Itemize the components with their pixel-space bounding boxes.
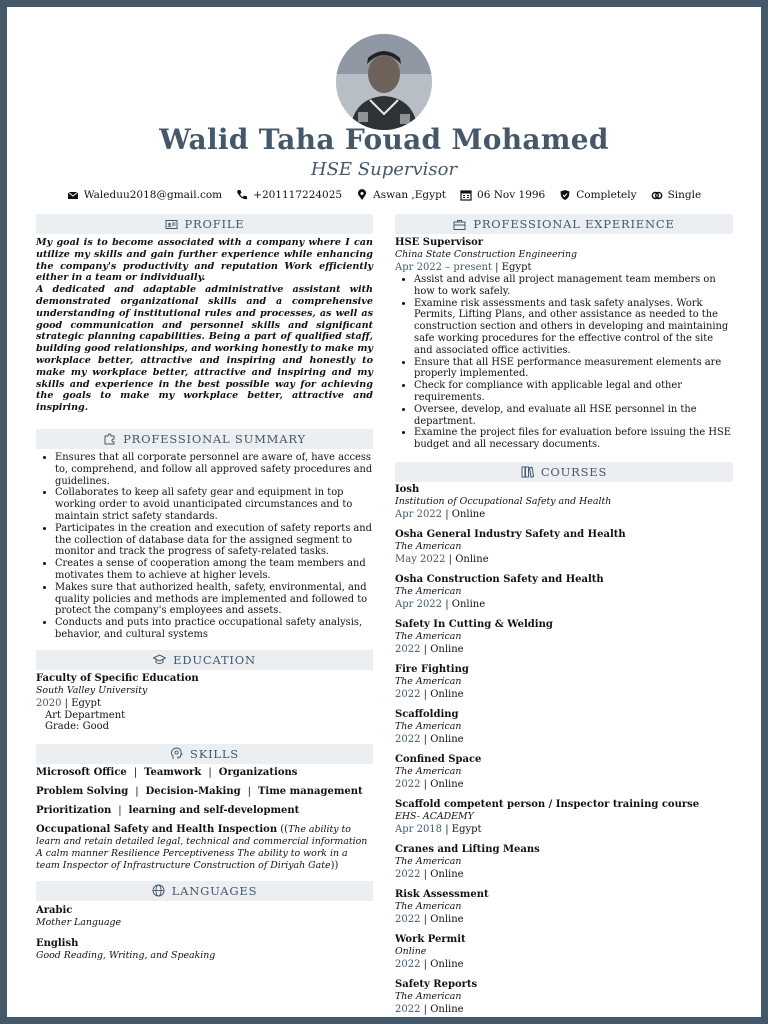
briefcase-icon bbox=[453, 218, 466, 231]
courses-heading: COURSES bbox=[395, 462, 733, 482]
list-item: • Examine the project files for evaluation before issuing the HSE budget and all necessary documents. bbox=[414, 427, 733, 451]
list-item: • Examine risk assessments and task safety analyses. Work Permits, Lifting Plans, and other assistance as needed to the construction section and others in developing and maintaining safe working procedures for the effective control of the site and associated office activities. bbox=[414, 298, 733, 357]
course-item: Osha General Industry Safety and Health The American May 2022 | Online bbox=[395, 528, 626, 565]
education-date: 2020 | Egypt bbox=[36, 697, 101, 709]
summary-list bbox=[36, 452, 373, 641]
course-item: Scaffolding The American 2022 | Online bbox=[395, 708, 464, 745]
globe-icon bbox=[152, 884, 165, 897]
skills-row: Microsoft Office | Teamwork | Organizations bbox=[36, 766, 298, 778]
list-item: • Creates a sense of cooperation among the team members and motivates them to achieve at higher levels. bbox=[55, 558, 373, 582]
experience-role: HSE Supervisor bbox=[395, 237, 484, 248]
skills-heading: SKILLS bbox=[36, 744, 373, 764]
list-item: • Conducts and puts into practice occupational safety analysis, behavior, and cultural systems bbox=[55, 617, 373, 641]
profile-photo bbox=[336, 34, 432, 130]
education-grade: Grade: Good bbox=[45, 721, 110, 733]
education-heading: EDUCATION bbox=[36, 650, 373, 670]
list-item: • Collaborates to keep all safety gear and equipment in top working order to avoid unanticipated circumstances and to maintain strict safety standards. bbox=[55, 487, 373, 522]
candidate-title: HSE Supervisor bbox=[310, 159, 458, 180]
contact-birthdate: 06 Nov 1996 bbox=[460, 189, 545, 201]
list-item: • Makes sure that authorized health, safety, environmental, and quality policies and methods are implemented and followed to protect the company's employees and assets. bbox=[55, 582, 373, 617]
left-column bbox=[36, 214, 373, 962]
languages-list bbox=[36, 905, 373, 962]
head-gears-icon bbox=[170, 747, 183, 760]
education-school: South Valley University bbox=[36, 684, 148, 696]
contact-bar bbox=[7, 189, 761, 201]
list-item: • Participates in the creation and execution of safety reports and the collection of database data for the assigned segment to monitor and track the progress of safety-related tasks. bbox=[55, 523, 373, 558]
course-item: Confined Space The American 2022 | Online bbox=[395, 753, 482, 790]
envelope-icon bbox=[67, 189, 79, 201]
profile-text: My goal is to become associated with a company where I can utilize my skills and gain further experience while enhancing the company's productivity and reputation Work efficiently either in a team or individually. bbox=[36, 237, 373, 284]
experience-list bbox=[395, 274, 733, 451]
course-item: Cranes and Lifting Means The American 2022 | Online bbox=[395, 843, 540, 880]
contact-email[interactable]: Waleduu2018@gmail.com bbox=[67, 189, 222, 201]
calendar-icon bbox=[460, 189, 472, 201]
experience-company: China State Construction Engineering bbox=[395, 249, 578, 260]
course-item: Work Permit Online 2022 | Online bbox=[395, 933, 466, 970]
course-item: Safety In Cutting & Welding The American 2022 | Online bbox=[395, 618, 553, 655]
shield-icon bbox=[559, 189, 571, 201]
course-item: Osha Construction Safety and Health The American Apr 2022 | Online bbox=[395, 573, 604, 610]
languages-heading: LANGUAGES bbox=[36, 881, 373, 901]
skills-row: Prioritization | learning and self-development bbox=[36, 804, 300, 816]
contact-military: Completely bbox=[559, 189, 636, 201]
contact-marital: Single bbox=[651, 189, 702, 201]
summary-heading: PROFESSIONAL SUMMARY bbox=[36, 429, 373, 449]
list-item: Arabic Mother Language bbox=[36, 904, 122, 928]
skills-list bbox=[36, 767, 373, 872]
id-card-icon bbox=[165, 218, 178, 231]
course-item: Risk Assessment The American 2022 | Online bbox=[395, 888, 489, 925]
books-icon bbox=[521, 465, 534, 478]
rings-icon bbox=[651, 189, 663, 201]
course-item: Iosh Institution of Occupational Safety and Health Apr 2022 | Online bbox=[395, 483, 612, 520]
list-item: • Check for compliance with applicable legal and other requirements. bbox=[414, 380, 733, 404]
experience-heading: PROFESSIONAL EXPERIENCE bbox=[395, 214, 733, 234]
skills-row: Problem Solving | Decision-Making | Time management bbox=[36, 785, 363, 797]
list-item: • Ensure that all HSE performance measurement elements are properly implemented. bbox=[414, 357, 733, 381]
resume-page bbox=[7, 7, 761, 1017]
courses-list bbox=[395, 484, 733, 1016]
list-item: • Oversee, develop, and evaluate all HSE personnel in the department. bbox=[414, 404, 733, 428]
experience-entry bbox=[395, 237, 733, 451]
list-item: • Ensures that all corporate personnel are aware of, have access to, comprehend, and follow all approved safety procedures and guidelines. bbox=[55, 452, 373, 487]
skills-row-detail: Occupational Safety and Health Inspection ((The ability to learn and retain detailed legal, technical and commercial information A calm manner Resilience Perceptiveness The ability to work in a team Inspector of Infrastructure Construction of Diriyah Gate)) bbox=[36, 823, 368, 871]
list-item: English Good Reading, Writing, and Speaking bbox=[36, 937, 216, 961]
list-item: • Assist and advise all project management team members on how to work safely. bbox=[414, 274, 733, 298]
puzzle-icon bbox=[103, 432, 116, 445]
education-department: Art Department bbox=[45, 709, 126, 721]
education-entry bbox=[36, 673, 373, 733]
location-pin-icon bbox=[356, 189, 368, 201]
contact-location: Aswan ,Egypt bbox=[356, 189, 446, 201]
course-item: Fire Fighting The American 2022 | Online bbox=[395, 663, 469, 700]
course-item: Safety Reports The American 2022 | Online bbox=[395, 978, 478, 1015]
phone-icon bbox=[236, 189, 248, 201]
graduation-cap-icon bbox=[153, 653, 166, 666]
candidate-name: Walid Taha Fouad Mohamed bbox=[159, 123, 609, 156]
course-item: Scaffold competent person / Inspector training course EHS- ACADEMY Apr 2018 | Egypt bbox=[395, 798, 700, 835]
education-degree: Faculty of Specific Education bbox=[36, 672, 199, 684]
profile-heading: PROFILE bbox=[36, 214, 373, 234]
profile-text-2: A dedicated and adaptable administrative assistant with demonstrated organizational skills and a comprehensive understanding of institutional rules and processes, as well as good communication and personnel skills and significant strategic planning capabilities. Being a part of qualified staff, building good relationships, and working honestly to make my workplace better, attractive and inspiring and honestly to make my workplace better, attractive and inspiring and my skills and experience in the best possible way for achieving the goals to make my workplace better, attractive and inspiring. bbox=[36, 284, 373, 414]
experience-date: Apr 2022 – present | Egypt bbox=[395, 262, 532, 273]
right-column bbox=[395, 214, 733, 1017]
contact-phone[interactable]: +201117224025 bbox=[236, 189, 342, 201]
